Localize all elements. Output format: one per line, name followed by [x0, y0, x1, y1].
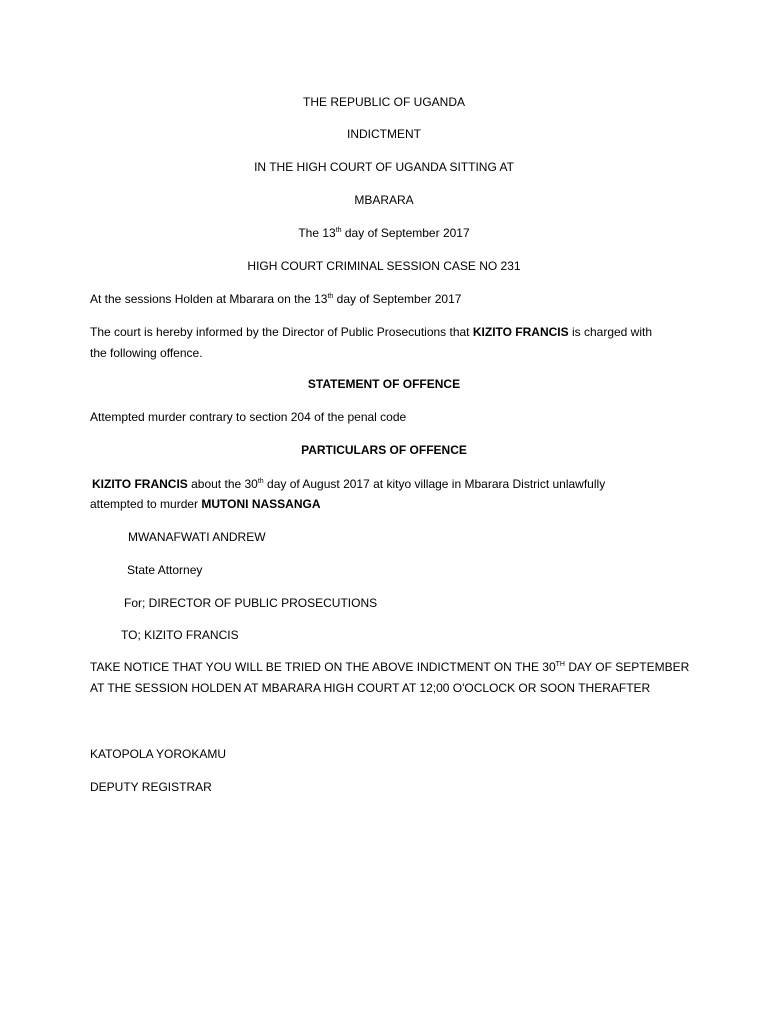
signatory-for: For; DIRECTOR OF PUBLIC PROSECUTIONS: [124, 596, 378, 610]
signatory-title: State Attorney: [127, 563, 203, 577]
registrar-title: DEPUTY REGISTRAR: [90, 780, 212, 794]
particulars-line-2: attempted to murder MUTONI NASSANGA: [90, 497, 321, 511]
case-number: HIGH COURT CRIMINAL SESSION CASE NO 231: [247, 259, 521, 273]
document-type: INDICTMENT: [347, 127, 421, 141]
particulars-accused: KIZITO FRANCIS: [92, 477, 188, 491]
notice-line-1: TAKE NOTICE THAT YOU WILL BE TRIED ON THE ABOVE INDICTMENT ON THE 30TH DAY OF SEPTEMBER: [90, 660, 690, 674]
republic-heading: THE REPUBLIC OF UGANDA: [302, 95, 466, 109]
victim-name: MUTONI NASSANGA: [201, 497, 321, 511]
court-heading: IN THE HIGH COURT OF UGANDA SITTING AT: [254, 160, 514, 174]
informed-line-2: the following offence.: [90, 346, 203, 360]
document-date: The 13th day of September 2017: [298, 226, 470, 240]
statement-text: Attempted murder contrary to section 204 of the penal code: [90, 410, 407, 424]
court-place: MBARARA: [354, 193, 414, 207]
addressee: TO; KIZITO FRANCIS: [121, 628, 239, 642]
particulars-line-1: KIZITO FRANCIS about the 30th day of August 2017 at kityo village in Mbarara District unlawfully: [92, 477, 606, 491]
statement-heading: STATEMENT OF OFFENCE: [307, 377, 461, 391]
informed-line-1: The court is hereby informed by the Director of Public Prosecutions that KIZITO FRANCIS is charged with: [90, 325, 653, 339]
signatory-name: MWANAFWATI ANDREW: [128, 530, 266, 544]
sessions-line: At the sessions Holden at Mbarara on the 13th day of September 2017: [90, 292, 462, 306]
particulars-heading: PARTICULARS OF OFFENCE: [301, 443, 467, 457]
registrar-name: KATOPOLA YOROKAMU: [90, 747, 227, 761]
accused-name: KIZITO FRANCIS: [472, 325, 569, 339]
notice-line-2: AT THE SESSION HOLDEN AT MBARARA HIGH COURT AT 12;00 O'OCLOCK OR SOON THERAFTER: [90, 681, 651, 695]
